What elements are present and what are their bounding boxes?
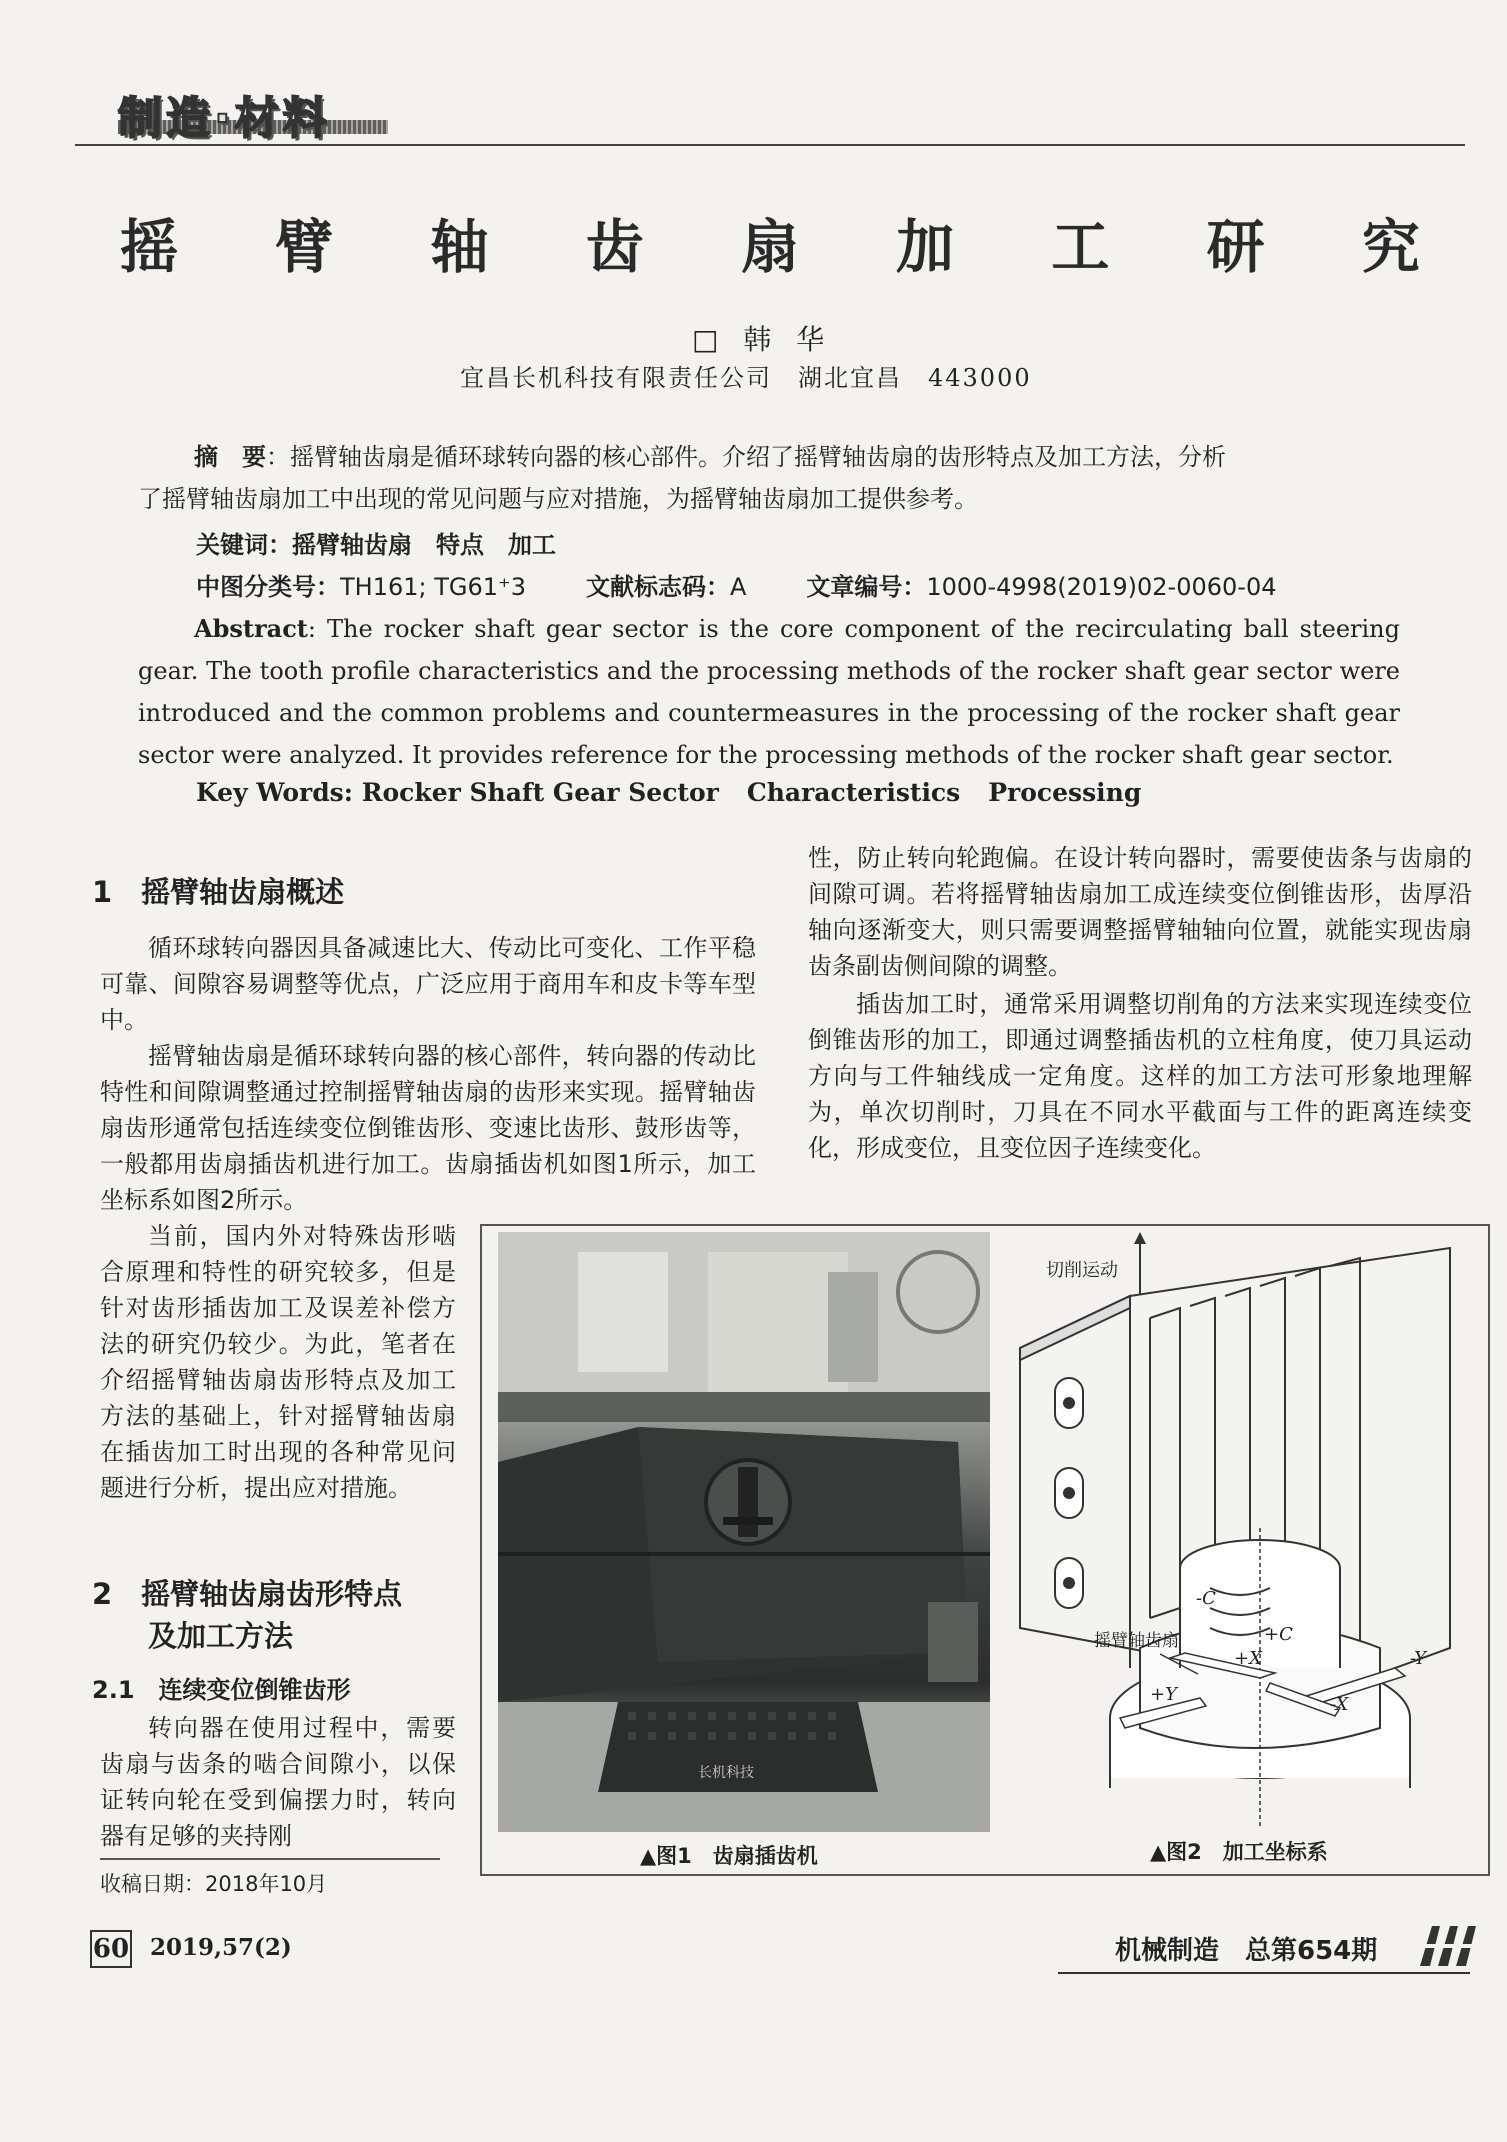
title-char: 工 — [1051, 213, 1110, 281]
section-2-heading: 2 摇臂轴齿扇齿形特点 — [92, 1577, 403, 1611]
keywords-en — [196, 772, 1169, 814]
right-column-paragraph: 插齿加工时，通常采用调整切削角的方法来实现连续变位倒锥齿形的加工，即通过调整插齿机的立柱角度，使刀具运动方向与工件轴线成一定角度。这样的加工方法可形象地理解为，单次切削时，刀具在不同水平截面与工件的距离连续变化，形成变位，且变位因子连续变化。 — [808, 990, 1472, 1162]
keyword-en: : Rocker Shaft Gear Sector — [343, 778, 719, 807]
section-2-paragraph: 转向器在使用过程中，需要齿扇与齿条的啮合间隙小，以保证转向轮在受到偏摆力时，转向器有足够的夹持刚 — [100, 1714, 456, 1850]
figure-1-caption: ▲图1 齿扇插齿机 — [640, 1844, 818, 1868]
journal-logo-icon — [1418, 1920, 1478, 1968]
doc-code-value: A — [729, 573, 747, 601]
section-2-heading-cont: 及加工方法 — [148, 1619, 294, 1653]
clc-value: TH161; TG61⁺3 — [340, 573, 526, 601]
article-number-value: 1000-4998(2019)02-0060-04 — [926, 573, 1277, 601]
page-number: 60 — [90, 1930, 132, 1968]
title-char: 扇 — [740, 213, 799, 281]
figure-2-caption: ▲图2 加工坐标系 — [1150, 1840, 1328, 1864]
keyword-en: Characteristics — [746, 778, 961, 807]
doc-code — [586, 566, 746, 608]
article-number-label: 文章编号： — [806, 573, 927, 601]
doc-code-label: 文献标志码： — [585, 573, 730, 601]
right-column-paragraph: 性，防止转向轮跑偏。在设计转向器时，需要使齿条与齿扇的间隙可调。若将摇臂轴齿扇加工成连续变位倒锥齿形，齿厚沿轴向逐渐变大，则只需要调整摇臂轴轴向位置，就能实现齿扇齿条副齿侧间隙的调整。 — [808, 844, 1472, 980]
label-gear-sector: 摇臂轴齿扇 — [1094, 1631, 1179, 1651]
figure-1-photo — [498, 1232, 990, 1832]
article-title — [120, 200, 1420, 284]
label-neg-y: -Y — [1410, 1648, 1426, 1669]
keywords-cn-label: 关键词： — [196, 531, 292, 559]
footnote-rule — [100, 1858, 440, 1860]
abstract-en — [138, 608, 1400, 776]
label-pos-y: +Y — [1150, 1684, 1177, 1705]
volume-info: 2019,57(2) — [150, 1934, 292, 1961]
section-1-paragraph: 循环球转向器因具备减速比大、传动比可变化、工作平稳可靠、间隙容易调整等优点，广泛应用于商用车和皮卡等车型中。 — [100, 934, 756, 1034]
title-char: 研 — [1206, 213, 1265, 281]
subsection-2-1-heading: 2.1 连续变位倒锥齿形 — [92, 1676, 351, 1704]
affiliation: 宜昌长机科技有限责任公司 湖北宜昌 443000 — [460, 364, 1032, 392]
abstract-en-label: Abstract — [194, 614, 308, 643]
figure-2-diagram — [1000, 1228, 1480, 1828]
title-char: 究 — [1361, 213, 1420, 281]
label-neg-c: -C — [1196, 1588, 1216, 1609]
title-char: 加 — [896, 213, 955, 281]
author: □ 韩 华 — [692, 323, 833, 356]
label-cutting-motion: 切削运动 — [1046, 1260, 1118, 1281]
abstract-cn-line2: 了摇臂轴齿扇加工中出现的常见问题与应对措施，为摇臂轴齿扇加工提供参考。 — [138, 485, 978, 513]
clc — [196, 566, 526, 608]
abstract-cn-text: ：摇臂轴齿扇是循环球转向器的核心部件。介绍了摇臂轴齿扇的齿形特点及加工方法，分析 — [266, 443, 1226, 471]
section-1-paragraph: 摇臂轴齿扇是循环球转向器的核心部件，转向器的传动比特性和间隙调整通过控制摇臂轴齿扇的齿形来实现。摇臂轴齿扇齿形通常包括连续变位倒锥齿形、变速比齿形、鼓形齿等，一般都用齿扇插齿机进行加工。齿扇插齿机如图1所示，加工坐标系如图2所示。 — [100, 1042, 756, 1214]
abstract-cn-label: 摘 要 — [194, 442, 266, 471]
keywords-cn — [196, 524, 556, 566]
section-1-heading: 1 摇臂轴齿扇概述 — [92, 875, 345, 909]
article-number — [806, 566, 1276, 608]
title-char: 臂 — [275, 213, 334, 281]
footer-rule — [1058, 1972, 1470, 1974]
label-pos-x: +X — [1234, 1648, 1262, 1669]
label-neg-x: -X — [1330, 1694, 1349, 1715]
keywords-cn-items: 摇臂轴齿扇 特点 加工 — [292, 531, 556, 559]
photo-brand: 长机科技 — [698, 1765, 754, 1781]
keywords-en-label: Key Words — [196, 778, 344, 807]
header-rule — [75, 144, 1465, 146]
clc-label: 中图分类号： — [196, 573, 340, 601]
section-1-paragraph: 当前，国内外对特殊齿形啮合原理和特性的研究较多，但是针对齿形插齿加工及误差补偿方法的研究仍较少。为此，笔者在介绍摇臂轴齿扇齿形特点及加工方法的基础上，针对摇臂轴齿扇在插齿加工时出现的各种常见问题进行分析，提出应对措施。 — [100, 1222, 456, 1502]
received-date: 收稿日期：2018年10月 — [100, 1872, 328, 1896]
label-pos-c: +C — [1264, 1624, 1293, 1645]
abstract-cn-line1 — [138, 436, 1398, 478]
section-tag: 制造·材料 — [118, 93, 331, 144]
keyword-en: Processing — [988, 778, 1142, 807]
abstract-en-text: : The rocker shaft gear sector is the core component of the recirculating ball steering gear. The tooth profile characteristics and the processing methods of the rocker shaft gear sector were introduced and the common problems and countermeasures in the processing of the rocker shaft gear sector were analyzed. It provides reference for the processing methods of the rocker shaft gear sector. — [138, 615, 1400, 769]
classification-row — [196, 566, 1356, 608]
title-char: 轴 — [430, 213, 489, 281]
title-char: 齿 — [585, 213, 644, 281]
title-char: 摇 — [120, 213, 179, 281]
journal-issue: 机械制造 总第654期 — [1115, 1936, 1378, 1966]
machine-photo-illustration — [498, 1232, 990, 1832]
